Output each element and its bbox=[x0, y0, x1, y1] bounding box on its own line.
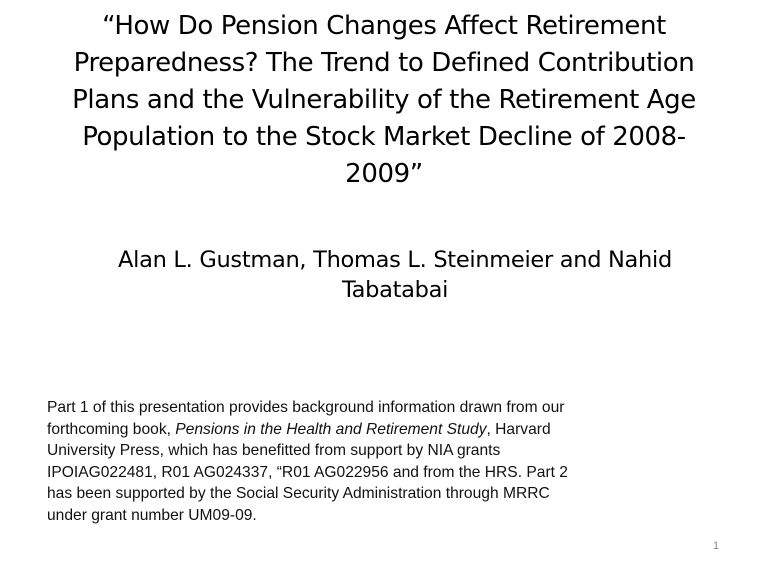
title-line: Preparedness? The Trend to Defined Contribution bbox=[73, 48, 695, 78]
note-line: under grant number UM09-09. bbox=[47, 506, 257, 524]
note-text: forthcoming book, bbox=[47, 420, 176, 438]
note-line: Part 1 of this presentation provides background information drawn from our bbox=[47, 399, 565, 416]
note-line: IPOIAG022481, R01 AG024337, “R01 AG022956 and from the HRS. Part 2 bbox=[47, 463, 568, 481]
title-line: “How Do Pension Changes Affect Retirement bbox=[102, 11, 666, 41]
title-line: Plans and the Vulnerability of the Retirement Age bbox=[72, 85, 696, 115]
note-line bbox=[47, 419, 737, 441]
slide-number: 1 bbox=[713, 540, 720, 552]
note-text: , Harvard bbox=[486, 420, 551, 438]
authors bbox=[60, 245, 730, 305]
note-line: has been supported by the Social Security Administration through MRRC bbox=[47, 485, 550, 503]
title-line: Population to the Stock Market Decline of 2008- bbox=[82, 122, 686, 152]
book-title: Pensions in the Health and Retirement Study bbox=[175, 420, 487, 438]
funding-note bbox=[47, 397, 737, 527]
authors-line: Tabatabai bbox=[341, 277, 449, 303]
note-line: University Press, which has benefitted from support by NIA grants bbox=[47, 442, 501, 460]
authors-line: Alan L. Gustman, Thomas L. Steinmeier and Nahid bbox=[118, 247, 672, 273]
title-line: 2009” bbox=[345, 159, 423, 189]
slide-title bbox=[40, 8, 728, 193]
